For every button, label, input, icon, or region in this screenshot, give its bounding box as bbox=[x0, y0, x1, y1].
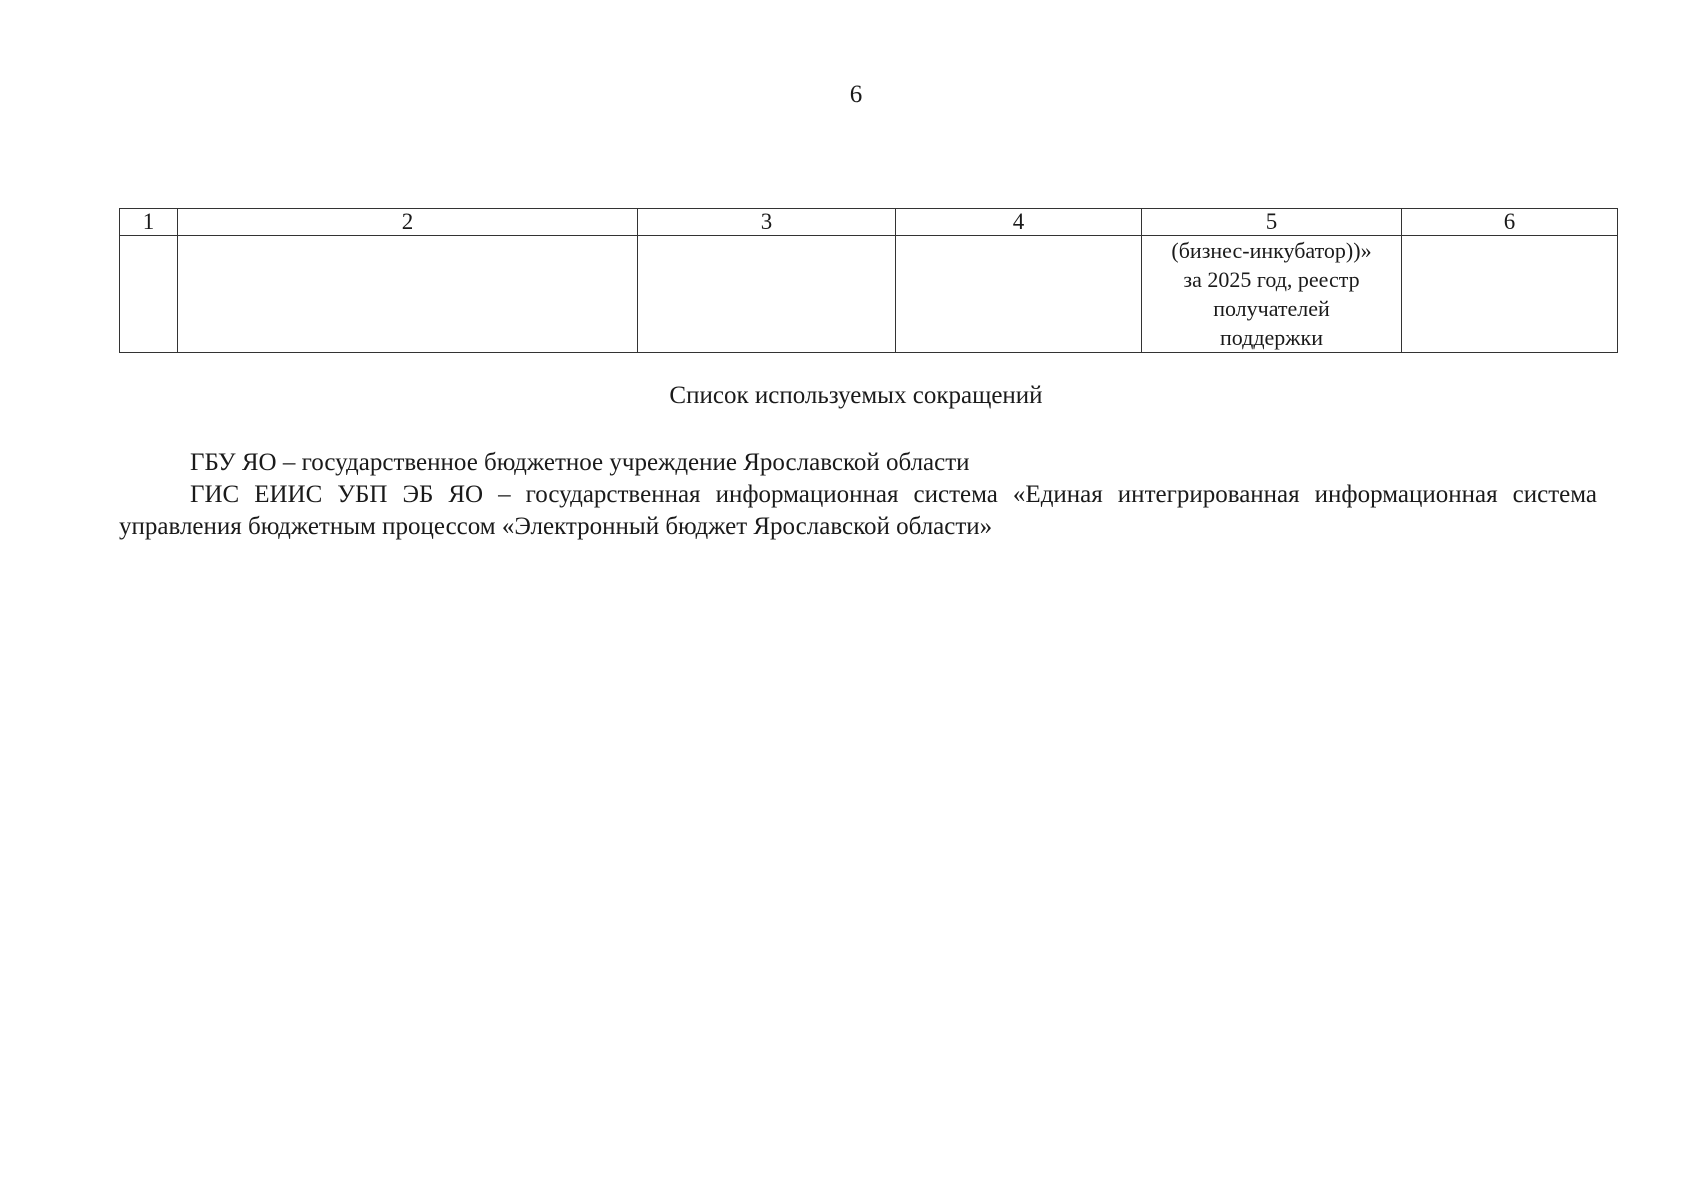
table-cell-col6 bbox=[1402, 236, 1618, 353]
cell-text-line: получателей bbox=[1213, 296, 1330, 321]
table-cell-col2 bbox=[178, 236, 638, 353]
table-cell-col5 bbox=[1142, 236, 1402, 353]
column-number-4: 4 bbox=[896, 209, 1142, 236]
column-number-5: 5 bbox=[1142, 209, 1402, 236]
cell-text-line: за 2025 год, реестр bbox=[1183, 267, 1360, 292]
table-row bbox=[120, 236, 1618, 353]
cell-text-line: поддержки bbox=[1220, 325, 1323, 350]
abbreviation-entry: ГБУ ЯО – государственное бюджетное учреждение Ярославской области bbox=[190, 449, 970, 476]
section-title: Список используемых сокращений bbox=[669, 382, 1043, 409]
table-header-row bbox=[120, 209, 1618, 236]
table-cell-col1 bbox=[120, 236, 178, 353]
column-number-3: 3 bbox=[638, 209, 896, 236]
column-number-1: 1 bbox=[120, 209, 178, 236]
table-cell-col3 bbox=[638, 236, 896, 353]
page-number: 6 bbox=[849, 81, 863, 108]
abbreviations-list bbox=[119, 447, 1597, 543]
cell-text-line: (бизнес-инкубатор))» bbox=[1171, 238, 1372, 263]
abbreviation-entry: ГИС ЕИИС УБП ЭБ ЯО – государственная информационная система «Единая интегрированная информационная система управления бюджетным процессом «Электронный бюджет Ярославской области» bbox=[119, 481, 1597, 540]
continuation-table bbox=[119, 208, 1618, 353]
column-number-2: 2 bbox=[178, 209, 638, 236]
column-number-6: 6 bbox=[1402, 209, 1618, 236]
table-cell-col4 bbox=[896, 236, 1142, 353]
